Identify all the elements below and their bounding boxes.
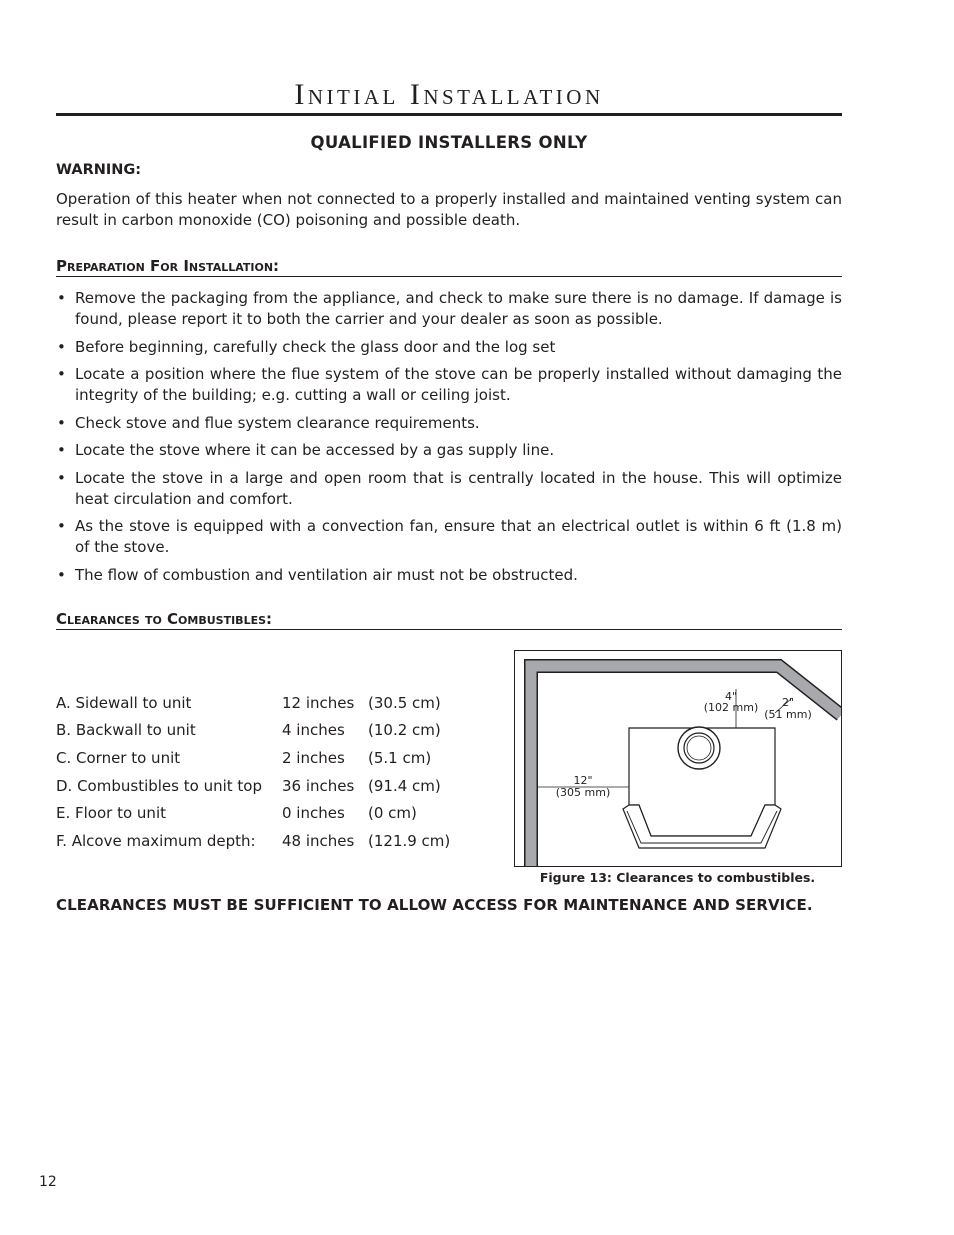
clearance-figure: [514, 650, 842, 867]
clearance-label: F. Alcove maximum depth:: [56, 831, 256, 850]
clearance-label: E. Floor to unit: [56, 804, 166, 823]
list-item: • Locate the stove where it can be accessed by a gas supply line.: [56, 440, 842, 461]
dim-label-12mm: (305 mm): [555, 786, 611, 799]
page-title: Initial Installation: [294, 78, 604, 111]
clearance-label: C. Corner to unit: [56, 748, 181, 767]
page-number: 12: [39, 1174, 57, 1190]
clearance-cm: (121.9 cm): [368, 831, 451, 850]
clearances-table: [56, 689, 450, 855]
list-item: • Before beginning, carefully check the glass door and the log set: [56, 337, 842, 358]
list-item: • As the stove is equipped with a convection fan, ensure that an electrical outlet is within 6 ft (1.8 m) of the stove.: [56, 516, 842, 558]
list-item: • Locate a position where the flue system of the stove can be properly installed without damaging the integrity of the building; e.g. cutting a wall or ceiling joist.: [56, 364, 842, 406]
dim-label-4mm: (102 mm): [703, 701, 759, 714]
figure-caption: Figure 13: Clearances to combustibles.: [539, 870, 816, 885]
clearances-heading: Clearances to Combustibles:: [56, 610, 842, 630]
dim-label-12in: 12": [573, 774, 593, 787]
clearance-inches: 0 inches: [282, 804, 345, 823]
table-row: [56, 827, 450, 855]
clearance-inches: 36 inches: [282, 776, 355, 795]
clearance-label: D. Combustibles to unit top: [56, 776, 262, 795]
table-row: [56, 772, 450, 800]
list-item: • Check stove and flue system clearance requirements.: [56, 413, 842, 434]
list-item: • Remove the packaging from the appliance, and check to make sure there is no damage. If damage is found, please report it to both the carrier and your dealer as soon as possible.: [56, 288, 842, 330]
clearance-inches: 12 inches: [282, 693, 355, 712]
clearance-cm: (91.4 cm): [368, 776, 441, 795]
warning-text: Operation of this heater when not connected to a properly installed and maintained venting system can result in carbon monoxide (CO) poisoning and possible death.: [56, 190, 842, 229]
page-subtitle: QUALIFIED INSTALLERS ONLY: [310, 133, 588, 152]
clearance-cm: (0 cm): [368, 804, 417, 823]
clearance-label: A. Sidewall to unit: [56, 693, 192, 712]
clearance-inches: 2 inches: [282, 748, 345, 767]
warning-label: WARNING:: [56, 162, 142, 178]
clearance-diagram: [515, 651, 841, 866]
flue-collar-inner: [687, 736, 711, 760]
list-item: • The flow of combustion and ventilation air must not be obstructed.: [56, 565, 842, 586]
clearance-inches: 4 inches: [282, 721, 345, 740]
table-row: [56, 717, 450, 745]
clearance-cm: (30.5 cm): [368, 693, 441, 712]
clearance-inches: 48 inches: [282, 831, 355, 850]
clearance-label: B. Backwall to unit: [56, 721, 196, 740]
clearances-note: CLEARANCES MUST BE SUFFICIENT TO ALLOW ACCESS FOR MAINTENANCE AND SERVICE.: [56, 896, 813, 914]
clearance-cm: (5.1 cm): [368, 748, 432, 767]
list-item: • Locate the stove in a large and open room that is centrally located in the house. This will optimize heat circulation and comfort.: [56, 468, 842, 510]
preparation-heading: Preparation For Installation:: [56, 257, 842, 277]
dim-label-2mm: (51 mm): [764, 708, 812, 721]
table-row: [56, 744, 450, 772]
dim-label-2in: 2": [781, 696, 795, 709]
dim-label-4in: 4": [724, 690, 738, 703]
clearance-cm: (10.2 cm): [368, 721, 441, 740]
preparation-list: [56, 288, 842, 592]
table-row: [56, 799, 450, 827]
title-rule: [56, 113, 842, 116]
table-row: [56, 689, 450, 717]
